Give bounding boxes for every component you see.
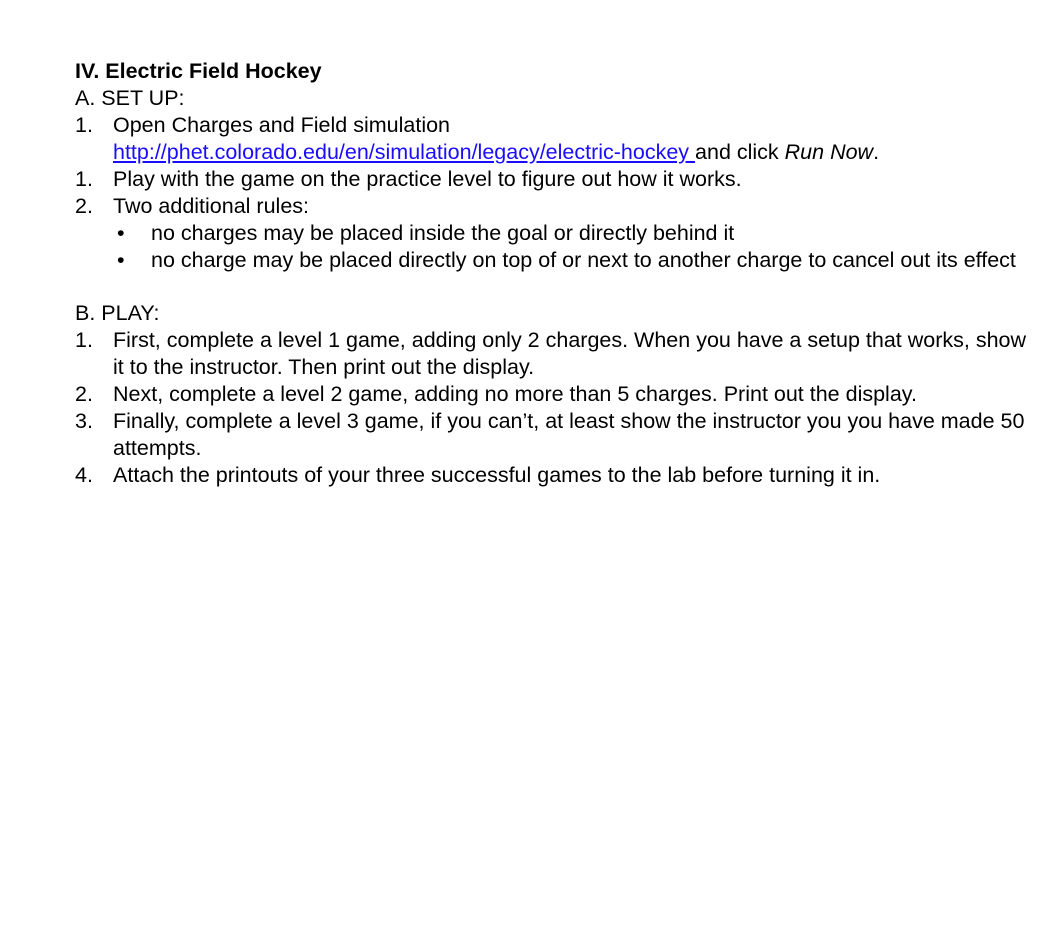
play-item-1-number: 1. bbox=[75, 328, 93, 352]
bullet-icon: • bbox=[117, 221, 125, 245]
play-heading: B. PLAY: bbox=[75, 301, 160, 325]
play-item-3-number: 3. bbox=[75, 409, 93, 433]
setup-item-1-link-line bbox=[113, 139, 1035, 166]
setup-item-1 bbox=[75, 112, 1035, 166]
setup-item-2-text: Play with the game on the practice level to figure out how it works. bbox=[113, 167, 742, 191]
bullet-icon: • bbox=[117, 248, 125, 272]
setup-item-1-number: 1. bbox=[75, 113, 93, 137]
setup-item-1-after-link: and click bbox=[695, 140, 785, 164]
setup-item-2 bbox=[75, 166, 1035, 193]
run-now-text: Run Now bbox=[784, 140, 874, 164]
play-item-1 bbox=[75, 327, 1035, 381]
document-page bbox=[75, 58, 1035, 489]
play-item-2-number: 2. bbox=[75, 382, 93, 406]
section-title: IV. Electric Field Hockey bbox=[75, 59, 322, 83]
setup-heading: A. SET UP: bbox=[75, 86, 185, 110]
setup-item-1-text: Open Charges and Field simulation bbox=[113, 113, 451, 137]
rule-bullet-1 bbox=[75, 220, 1035, 247]
play-item-1-text: First, complete a level 1 game, adding only 2 charges. When you have a setup that works, show it to the instructor. Then print out the display. bbox=[113, 328, 1027, 379]
play-item-4-number: 4. bbox=[75, 463, 93, 487]
setup-item-3 bbox=[75, 193, 1035, 220]
play-item-2 bbox=[75, 381, 1035, 408]
setup-item-3-number: 2. bbox=[75, 194, 93, 218]
setup-item-3-text: Two additional rules: bbox=[113, 194, 309, 218]
section-spacer bbox=[75, 274, 1035, 300]
rule-bullet-1-text: no charges may be placed inside the goal or directly behind it bbox=[151, 221, 735, 245]
simulation-link[interactable]: http://phet.colorado.edu/en/simulation/legacy/electric-hockey bbox=[113, 140, 696, 164]
play-item-3-text: Finally, complete a level 3 game, if you can’t, at least show the instructor you you have made 50 attempts. bbox=[113, 409, 1025, 460]
rule-bullet-2 bbox=[75, 247, 1035, 274]
setup-item-1-period: . bbox=[873, 140, 880, 164]
setup-item-2-number: 1. bbox=[75, 167, 93, 191]
play-item-4-text: Attach the printouts of your three successful games to the lab before turning it in. bbox=[113, 463, 881, 487]
play-item-4 bbox=[75, 462, 1035, 489]
rule-bullet-2-text: no charge may be placed directly on top of or next to another charge to cancel out its effect bbox=[151, 248, 1016, 272]
play-item-2-text: Next, complete a level 2 game, adding no more than 5 charges. Print out the display. bbox=[113, 382, 917, 406]
play-item-3 bbox=[75, 408, 1035, 462]
